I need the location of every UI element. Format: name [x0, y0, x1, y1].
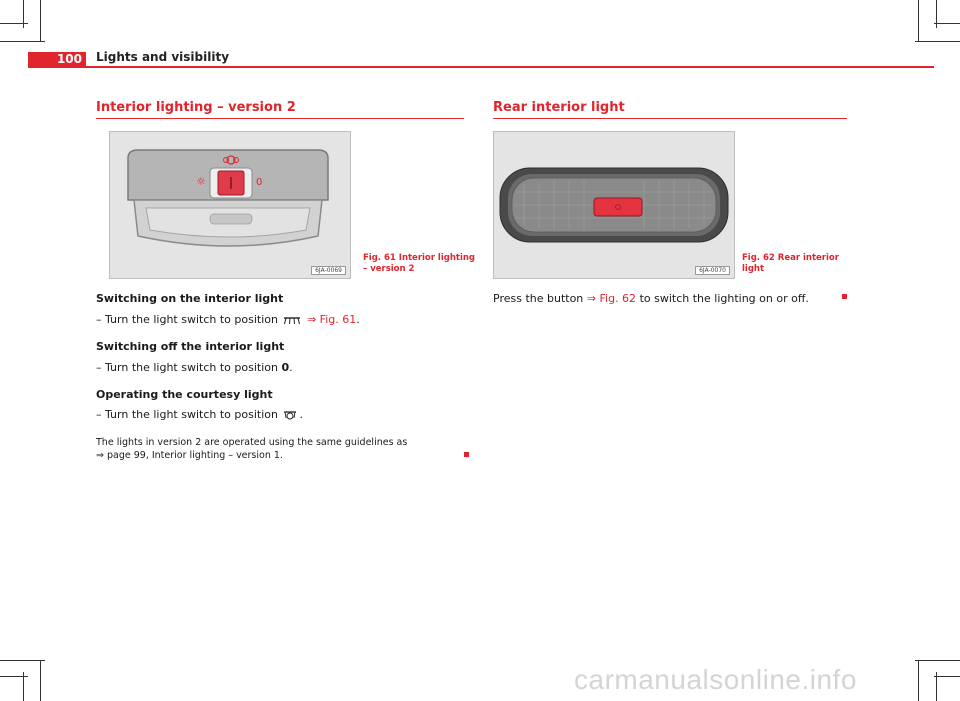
crop-mark — [915, 660, 960, 661]
chapter-title: Lights and visibility — [96, 50, 230, 64]
figure-rear-light — [493, 131, 735, 279]
instruction-text: to switch the lighting on or off. — [639, 292, 809, 305]
step-switching-off: – Turn the light switch to position 0. — [96, 361, 293, 374]
crop-mark — [915, 41, 960, 42]
heading-switching-off: Switching off the interior light — [96, 340, 285, 353]
watermark: carmanualsonline.info — [574, 664, 857, 695]
section-rule — [493, 118, 847, 119]
header-rule — [28, 66, 934, 68]
crop-mark — [40, 0, 41, 41]
section-title-rear-light: Rear interior light — [493, 100, 625, 115]
rear-light-instruction — [493, 292, 809, 305]
crop-mark — [23, 0, 24, 28]
figure-caption-line2: light — [742, 264, 765, 274]
figure-interior-light — [109, 131, 351, 279]
switch-left-symbol: ☼ — [196, 175, 206, 188]
note-line1: The lights in version 2 are operated using the same guidelines as — [96, 437, 408, 448]
crop-mark — [936, 672, 937, 701]
crop-mark — [934, 23, 960, 24]
position-zero: 0 — [281, 361, 290, 374]
crop-mark — [934, 676, 960, 677]
heading-switching-on: Switching on the interior light — [96, 292, 284, 305]
figure-link[interactable]: ⇒ Fig. 61 — [306, 313, 357, 326]
crop-mark — [0, 41, 45, 42]
figure-caption-line1: Fig. 61 Interior lighting — [363, 253, 475, 263]
crop-mark — [918, 660, 919, 701]
step-courtesy-light: – Turn the light switch to position . — [96, 408, 303, 421]
figure-caption-line1: Fig. 62 Rear interior — [742, 253, 839, 263]
note-text — [96, 436, 407, 462]
figure-code: 6JA-0069 — [311, 266, 346, 275]
heading-courtesy-light: Operating the courtesy light — [96, 388, 273, 401]
interior-light-on-icon — [283, 316, 301, 325]
note-line2: ⇒ page 99, Interior lighting – version 1. — [96, 450, 283, 461]
section-rule — [96, 118, 464, 119]
page-number: 100 — [28, 52, 86, 66]
figure-caption — [363, 253, 475, 275]
crop-mark — [40, 660, 41, 701]
instruction-text: Press the button — [493, 292, 584, 305]
crop-mark — [0, 660, 45, 661]
step-text: – Turn the light switch to position — [96, 408, 278, 421]
figure-caption-line2: – version 2 — [363, 264, 415, 274]
end-of-section-mark — [464, 452, 469, 457]
step-text: – Turn the light switch to position — [96, 313, 278, 326]
figure-caption — [742, 253, 839, 275]
rear-light-illustration — [494, 132, 734, 278]
step-switching-on: – Turn the light switch to position ⇒ Fig. 61. — [96, 313, 360, 326]
section-title-interior-lighting: Interior lighting – version 2 — [96, 100, 296, 115]
interior-light-illustration — [110, 132, 350, 278]
end-of-section-mark — [842, 294, 847, 299]
step-text: – Turn the light switch to position — [96, 361, 278, 374]
crop-mark — [23, 672, 24, 701]
figure-code: 6JA-0070 — [695, 266, 730, 275]
figure-link[interactable]: ⇒ Fig. 62 — [586, 292, 637, 305]
crop-mark — [936, 0, 937, 28]
switch-right-symbol: 0 — [256, 177, 263, 188]
crop-mark — [918, 0, 919, 41]
door-contact-icon — [283, 410, 297, 420]
